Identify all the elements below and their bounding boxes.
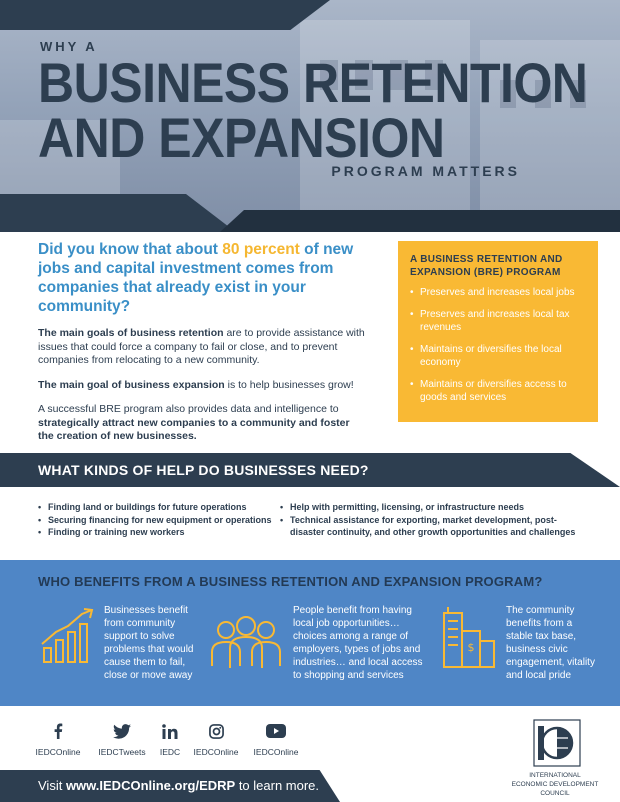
people-icon	[206, 614, 286, 670]
benefit-people: People benefit from having local job opportunities… choices among a range of employers, types of jobs and industries… and local access to shopping and services	[293, 605, 423, 681]
benefits-title: WHO BENEFITS FROM A BUSINESS RETENTION AND EXPANSION PROGRAM?	[38, 574, 543, 589]
facebook-icon	[28, 723, 88, 739]
hero-kicker: WHY A	[40, 39, 98, 54]
hero-top-band	[0, 0, 330, 30]
help-title: WHAT KINDS OF HELP DO BUSINESSES NEED?	[38, 462, 369, 478]
social-instagram[interactable]	[186, 723, 246, 757]
list-item: • Finding land or buildings for future operations	[38, 502, 247, 512]
list-item: • Maintains or diversifies the local economy	[410, 344, 562, 368]
program-box-list	[410, 286, 588, 404]
buildings-icon	[438, 605, 498, 669]
hero-title-line1: BUSINESS RETENTION	[38, 51, 588, 115]
bre-paragraph: A successful BRE program also provides data and intelligence to strategically attract new companies to a community and foster the creation of new businesses.	[38, 403, 350, 442]
intro-question: Did you know that about 80 percent of new jobs and capital investment comes from companies that already exist in your community?	[38, 241, 354, 315]
highlight-stat: 80 percent	[222, 241, 300, 258]
org-name: INTERNATIONAL ECONOMIC DEVELOPMENT COUNCIL	[511, 772, 599, 797]
list-item: • Preserves and increases local jobs	[410, 287, 575, 298]
social-label: IEDCOnline	[193, 747, 239, 757]
hero-title-line2: AND EXPANSION	[38, 106, 445, 170]
iedc-logo	[532, 718, 582, 768]
help-list-left	[38, 501, 278, 539]
growth-chart-icon	[38, 606, 98, 666]
hero-banner	[0, 0, 620, 232]
retention-paragraph: The main goals of business retention are to provide assistance with issues that could force a company to fail or close, and to prevent companies from relocating to a new community.	[38, 327, 365, 366]
social-label: IEDC	[159, 747, 181, 757]
visit-text: Visit www.IEDCOnline.org/EDRP to learn more.	[38, 778, 320, 793]
list-item: • Technical assistance for exporting, market development, post-disaster continuity, and other growth opportunities and challenges	[280, 514, 576, 537]
social-facebook[interactable]	[28, 723, 88, 757]
instagram-icon	[186, 723, 246, 739]
list-item: • Securing financing for new equipment or operations	[38, 514, 272, 525]
list-item: • Finding or training new workers	[38, 527, 185, 537]
hero-subtitle: PROGRAM MATTERS	[331, 163, 520, 179]
program-box-heading: A BUSINESS RETENTION AND EXPANSION (BRE) PROGRAM	[410, 254, 563, 278]
hero-bottom-band	[220, 210, 620, 232]
social-label: IEDCTweets	[98, 747, 146, 757]
svg-text:$: $	[467, 641, 475, 654]
list-item: • Maintains or diversifies access to goods and services	[410, 379, 567, 403]
expansion-paragraph: The main goal of business expansion is to help businesses grow!	[38, 378, 354, 391]
program-box	[398, 241, 598, 422]
social-label: IEDCOnline	[35, 747, 81, 757]
youtube-icon	[246, 723, 306, 739]
help-list-right	[280, 501, 590, 539]
intro-section	[38, 240, 368, 444]
social-label: IEDCOnline	[253, 747, 299, 757]
list-item: • Help with permitting, licensing, or infrastructure needs	[280, 502, 525, 512]
benefit-businesses: Businesses benefit from community support to solve problems that would cause them to fail, close or move away	[104, 605, 194, 681]
social-youtube[interactable]	[246, 723, 306, 757]
list-item: • Preserves and increases local tax revenues	[410, 309, 570, 333]
visit-link[interactable]: www.IEDCOnline.org/EDRP	[65, 778, 236, 793]
benefit-community: The community benefits from a stable tax base, business civic engagement, vitality and local pride	[506, 605, 595, 681]
